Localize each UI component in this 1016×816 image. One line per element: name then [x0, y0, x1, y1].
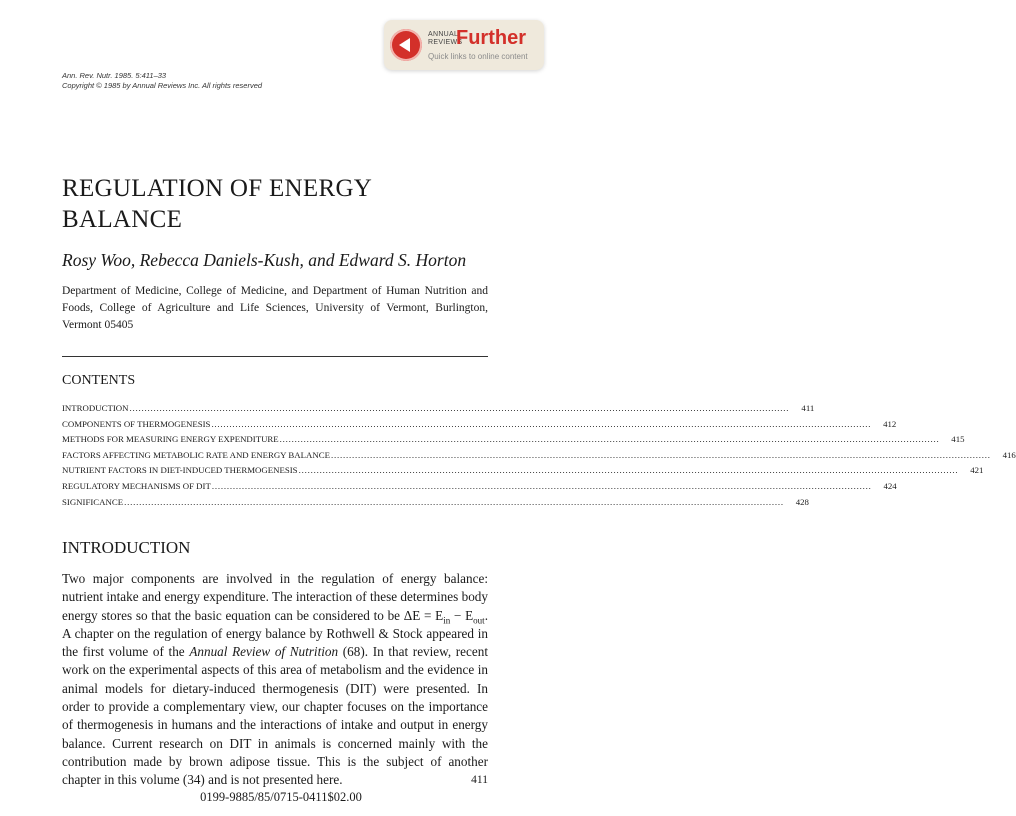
subscript-in: in	[443, 615, 451, 626]
author-affiliation: Department of Medicine, College of Medicine, and Department of Human Nutrition and Foods, College of Agriculture and Life Sciences, University of Vermont, Burlington, Vermont 05405	[62, 285, 488, 331]
intro-text-4: (68). In that review, recent work on the experimental aspects of this area of metabolism and the evidence in animal models for dietary-induced thermogenesis (DIT) were presented. In order to provide a complementary view, our chapter focuses on the importance of thermogenesis in humans and the interactions of intake and output in energy balance. Current research on DIT in animals is concerned mainly with the contribution made by brown adipose tissue. This is the subject of another chapter in this volume (34) and is not presented here.	[62, 644, 488, 788]
toc-label: SIGNIFICANCE	[62, 496, 124, 507]
contents-heading: CONTENTS	[62, 373, 136, 388]
toc-label: NUTRIENT FACTORS IN DIET-INDUCED THERMOGENESIS	[62, 465, 298, 476]
journal-citation: Ann. Rev. Nutr. 1985. 5:411–33	[62, 71, 167, 80]
toc-row[interactable]	[62, 480, 897, 497]
toc-page-number: 411	[801, 403, 815, 413]
toc-label: COMPONENTS OF THERMOGENESIS	[62, 418, 211, 429]
toc-label: METHODS FOR MEASURING ENERGY EXPENDITURE	[62, 434, 279, 445]
footer-code: 0199-9885/85/0715-0411$02.00	[200, 790, 362, 804]
toc-page-number: 428	[795, 496, 809, 507]
badge-further-text: Further	[456, 27, 526, 49]
toc-leader-dots: ............................................................................................................................................................................................................................	[124, 496, 784, 507]
badge-annual-text: ANNUAL	[428, 31, 459, 38]
toc-page-number: 421	[970, 465, 984, 476]
article-title	[62, 173, 372, 235]
play-back-icon	[390, 29, 422, 61]
page-number: 411	[471, 774, 488, 786]
toc-leader-dots: ............................................................................................................................................................................................................................	[129, 403, 790, 413]
intro-text-2: − E	[450, 607, 474, 623]
toc-page-number: 412	[883, 418, 897, 429]
journal-name-italic: Annual Review of Nutrition	[189, 644, 339, 660]
subscript-out: out	[473, 615, 485, 626]
toc-label: FACTORS AFFECTING METABOLIC RATE AND ENERGY BALANCE	[62, 449, 330, 460]
further-badge[interactable]	[384, 20, 544, 70]
toc-page-number: 416	[1002, 449, 1016, 460]
toc-row[interactable]	[62, 496, 809, 513]
toc-leader-dots: ............................................................................................................................................................................................................................	[211, 480, 872, 491]
introduction-paragraph	[62, 570, 488, 790]
title-line-1: REGULATION OF ENERGY	[62, 175, 373, 202]
article-authors: Rosy Woo, Rebecca Daniels-Kush, and Edward S. Horton	[62, 250, 467, 270]
toc-row[interactable]	[62, 465, 984, 481]
badge-reviews-text: REVIEWS	[428, 39, 463, 46]
toc-page-number: 415	[951, 434, 965, 445]
toc-leader-dots: ............................................................................................................................................................................................................................	[279, 434, 940, 445]
toc-row[interactable]	[62, 449, 1016, 466]
introduction-heading: INTRODUCTION	[62, 538, 191, 557]
intro-text-3: . A chapter on the regulation of energy balance by Rothwell & Stock appeared in the first volume of the	[62, 607, 488, 660]
toc-page-number: 424	[883, 480, 897, 491]
intro-text-1: Two major components are involved in the regulation of energy balance: nutrient intake and energy expenditure. The interaction of these determines body energy stores so that the basic equation can be considered to be ΔE = E	[62, 571, 488, 623]
title-line-2: BALANCE	[62, 206, 183, 233]
toc-row[interactable]	[62, 434, 965, 450]
toc-leader-dots: ............................................................................................................................................................................................................................	[330, 449, 991, 460]
toc-row[interactable]	[62, 418, 897, 435]
toc-leader-dots: ............................................................................................................................................................................................................................	[211, 418, 872, 429]
toc-label: REGULATORY MECHANISMS OF DIT	[62, 480, 211, 491]
table-of-contents	[62, 403, 1016, 512]
journal-citation-block	[62, 71, 262, 91]
badge-subtitle: Quick links to online content	[428, 52, 528, 61]
section-divider	[62, 356, 488, 357]
toc-label: INTRODUCTION	[62, 403, 129, 413]
copyright-line: Copyright © 1985 by Annual Reviews Inc. All rights reserved	[62, 81, 263, 90]
toc-row[interactable]	[62, 403, 815, 419]
toc-leader-dots: ............................................................................................................................................................................................................................	[298, 465, 959, 476]
